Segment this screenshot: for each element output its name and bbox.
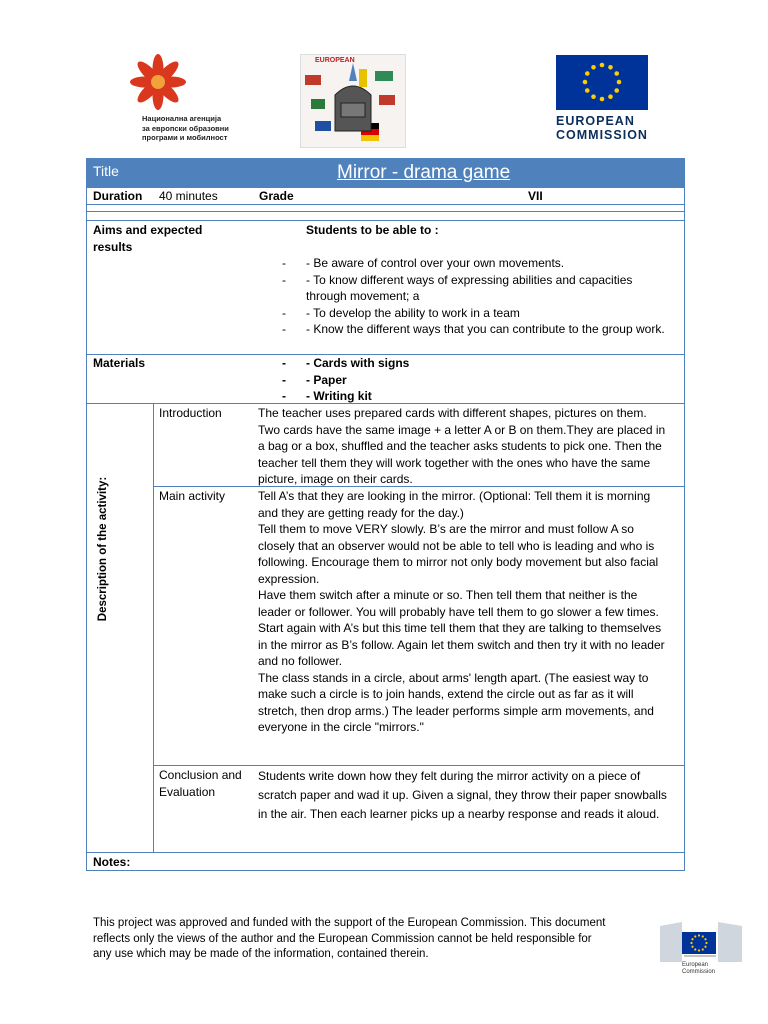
eu-commission-text <box>556 114 648 142</box>
duration-value: 40 minutes <box>159 189 218 203</box>
title-row <box>87 159 684 187</box>
eu-star-icon <box>702 948 704 950</box>
eu-star-icon <box>591 94 596 99</box>
eu-star-icon <box>698 934 700 936</box>
lesson-plan-table <box>86 158 685 871</box>
eu-star-icon <box>617 80 622 85</box>
eu-star-icon <box>704 938 706 940</box>
eu-flag-icon <box>556 55 648 110</box>
eu-star-icon <box>698 949 700 951</box>
main-paragraph: Have them switch after a minute or so. Then tell them that neither is the leader or follower. You will probably have tell them to go slower a few times. <box>258 588 659 619</box>
eu-star-icon <box>608 65 613 70</box>
eu-text-line1: EUROPEAN <box>556 114 635 128</box>
conclusion-text: Students write down how they felt during the mirror activity on a piece of scratch paper and wad it up. Given a signal, they throw their paper snowballs in the air. Then each learner picks up a nearby response and reads it aloud. <box>258 769 667 821</box>
commission-building-icon <box>660 918 742 962</box>
row-divider <box>87 852 684 853</box>
national-agency-logo <box>118 52 238 144</box>
aims-list <box>306 255 672 338</box>
aims-item: - - Know the different ways that you can contribute to the group work. <box>306 321 672 338</box>
eu-star-icon <box>694 935 696 937</box>
grade-value: VII <box>528 189 543 203</box>
materials-item: - - Cards with signs <box>306 355 672 372</box>
eu-star-icon <box>585 71 590 76</box>
footer-logo-caption: European Commission <box>682 962 716 975</box>
description-label-text: Description of the activity: <box>97 476 109 622</box>
col-divider <box>153 403 154 852</box>
funding-disclaimer: This project was approved and funded with the support of the European Commission. This document reflects only the views of the author and the European Commission cannot be held responsible for any use which may be made of the information, contained therein. <box>93 917 606 960</box>
main-paragraph: Tell A’s that they are looking in the mirror. (Optional: Tell them it is morning and they are getting ready for the day.) <box>258 489 651 520</box>
backpack-flags-icon <box>301 55 405 147</box>
eu-star-icon <box>591 65 596 70</box>
conclusion-label: Conclusion and Evaluation <box>159 768 242 799</box>
agency-flower-icon <box>122 52 194 114</box>
agency-name: Национална агенција за европски образовни програми и мобилност <box>142 114 229 142</box>
eu-star-icon <box>690 942 692 944</box>
row-divider <box>87 211 684 212</box>
eu-star-icon <box>600 63 605 68</box>
main-paragraph: Tell them to move VERY slowly. B’s are the mirror and must follow A so closely that an observer would not be able to tell who is leading and who is following. Encourage them to mirror not only body movement but also facial expression. <box>258 522 659 586</box>
main-activity-label: Main activity <box>159 489 226 503</box>
introduction-text: The teacher uses prepared cards with different shapes, pictures on them. Two cards have the same image + a letter A or B on them.They are placed in a bag or a box, shuffled and the teacher asks students to pick one. Then the teacher tell them they will work together with the ones who have the same picture, image on their cards. <box>258 406 666 486</box>
eu-star-icon <box>705 942 707 944</box>
drawing-caption: EUROPEAN <box>315 57 355 64</box>
row-divider <box>153 765 684 766</box>
eu-star-icon <box>694 948 696 950</box>
eu-star-icon <box>583 80 588 85</box>
materials-item: - - Paper <box>306 372 672 389</box>
materials-item: - - Writing kit <box>306 388 672 405</box>
european-commission-logo <box>556 55 652 145</box>
eu-star-icon <box>585 88 590 93</box>
title-label: Title <box>93 163 119 179</box>
main-paragraph: The class stands in a circle, about arms' length apart. (The easiest way to make such a circle is to join hands, extend the circle out as far as it will stretch, then drop arms.) The leader performs simple arm movements, and everyone in the circle "mirrors." <box>258 670 654 734</box>
aims-item: - - To know different ways of expressing abilities and capacities through movement; a <box>306 272 672 305</box>
duration-label: Duration <box>93 189 143 203</box>
footer-commission-logo <box>660 918 742 980</box>
aims-label: Aims and expected results <box>93 223 203 254</box>
row-divider <box>87 220 684 221</box>
eu-star-icon <box>614 88 619 93</box>
eu-star-icon <box>691 938 693 940</box>
lesson-title: Mirror - drama game <box>337 162 511 183</box>
main-paragraph: Start again with A’s but this time tell them that they are talking to themselves in the mirror as B’s follow. Again let them switch and then try it with no leader and no follower. <box>258 621 665 668</box>
eu-star-icon <box>704 946 706 948</box>
introduction-label: Introduction <box>159 406 222 420</box>
eu-star-icon <box>600 97 605 102</box>
materials-list <box>306 355 672 405</box>
aims-intro: Students to be able to : <box>306 223 439 237</box>
materials-label: Materials <box>93 356 146 370</box>
aims-item: - - To develop the ability to work in a team <box>306 305 672 322</box>
project-drawing-logo <box>300 54 406 148</box>
eu-star-icon <box>608 94 613 99</box>
main-activity-text <box>258 488 673 736</box>
eu-star-icon <box>702 935 704 937</box>
eu-star-icon <box>691 946 693 948</box>
aims-item: - - Be aware of control over your own movements. <box>306 255 672 272</box>
grade-label: Grade <box>259 189 294 203</box>
eu-star-icon <box>614 71 619 76</box>
notes-label: Notes: <box>93 855 131 869</box>
eu-text-line2: COMMISSION <box>556 128 648 142</box>
